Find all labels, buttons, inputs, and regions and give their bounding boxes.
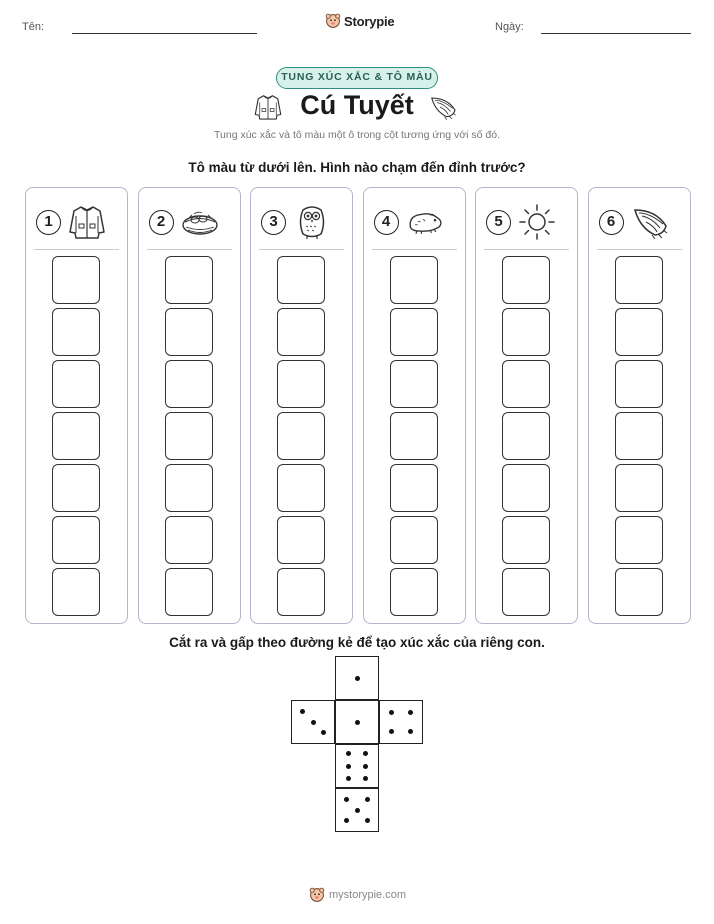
brand-logo [325, 13, 394, 29]
color-box[interactable] [52, 568, 100, 616]
color-box[interactable] [502, 464, 550, 512]
color-box[interactable] [390, 516, 438, 564]
footer-url[interactable]: mystorypie.com [329, 889, 407, 901]
die-pip [389, 729, 394, 734]
color-box[interactable] [390, 568, 438, 616]
column-6 [588, 187, 691, 624]
column-divider [597, 249, 682, 250]
color-box[interactable] [615, 568, 663, 616]
color-box[interactable] [390, 464, 438, 512]
color-box[interactable] [615, 516, 663, 564]
die-pip [365, 797, 370, 802]
die-pip [408, 710, 413, 715]
footer [309, 887, 406, 903]
sun-icon [517, 202, 557, 242]
cut-instruction: Cắt ra và gấp theo đường kẻ để tạo xúc xắc của riêng con. [169, 635, 545, 650]
die-face-4 [379, 700, 423, 744]
column-5 [475, 187, 578, 624]
column-header [486, 202, 557, 242]
column-number: 2 [149, 210, 174, 235]
column-number: 6 [599, 210, 624, 235]
color-box[interactable] [390, 360, 438, 408]
owl-icon [292, 202, 332, 242]
die-pip [344, 797, 349, 802]
die-face-1 [335, 700, 379, 744]
die-pip [311, 720, 316, 725]
color-box[interactable] [165, 568, 213, 616]
column-3 [250, 187, 353, 624]
color-box[interactable] [277, 568, 325, 616]
column-2 [138, 187, 241, 624]
color-box[interactable] [52, 308, 100, 356]
die-pip [389, 710, 394, 715]
column-divider [259, 249, 344, 250]
color-box[interactable] [277, 256, 325, 304]
column-divider [372, 249, 457, 250]
die-pip [355, 676, 360, 681]
die-pip [344, 818, 349, 823]
color-box[interactable] [615, 412, 663, 460]
color-box[interactable] [52, 360, 100, 408]
name-label: Tên: [22, 21, 45, 33]
wing-icon [630, 202, 670, 242]
column-number: 1 [36, 210, 61, 235]
color-box[interactable] [277, 464, 325, 512]
column-header [261, 202, 332, 242]
column-divider [147, 249, 232, 250]
column-4 [363, 187, 466, 624]
jacket-icon [67, 202, 107, 242]
color-box[interactable] [502, 256, 550, 304]
date-label: Ngày: [495, 21, 524, 33]
die-pip [300, 709, 305, 714]
color-box[interactable] [277, 360, 325, 408]
color-box[interactable] [52, 412, 100, 460]
die-face-3 [291, 700, 335, 744]
brand-name: Storypie [344, 13, 395, 29]
name-line[interactable] [72, 33, 257, 34]
die-pip [346, 751, 351, 756]
die-pip [355, 808, 360, 813]
color-box[interactable] [165, 412, 213, 460]
coloring-instruction: Tô màu từ dưới lên. Hình nào chạm đến đỉnh trước? [188, 160, 526, 175]
color-box[interactable] [277, 516, 325, 564]
storypie-mascot-icon [309, 887, 325, 903]
color-box[interactable] [165, 464, 213, 512]
color-box[interactable] [390, 256, 438, 304]
column-header [599, 202, 670, 242]
color-box[interactable] [615, 256, 663, 304]
die-pip [346, 764, 351, 769]
color-box[interactable] [165, 256, 213, 304]
date-line[interactable] [541, 33, 691, 34]
die-pip [363, 751, 368, 756]
column-divider [484, 249, 569, 250]
activity-badge: TUNG XÚC XẮC & TÔ MÀU [276, 67, 438, 89]
die-face-5 [335, 788, 379, 832]
color-box[interactable] [615, 360, 663, 408]
page-subtitle: Tung xúc xắc và tô màu một ô trong cột tương ứng với số đó. [214, 129, 500, 141]
column-header [374, 202, 445, 242]
color-box[interactable] [52, 516, 100, 564]
wing-icon [428, 92, 458, 122]
color-box[interactable] [502, 308, 550, 356]
die-pip [346, 776, 351, 781]
column-header [36, 202, 107, 242]
lemming-icon [405, 202, 445, 242]
die-pip [408, 729, 413, 734]
die-face-1 [335, 656, 379, 700]
die-pip [363, 764, 368, 769]
column-number: 3 [261, 210, 286, 235]
color-box[interactable] [502, 360, 550, 408]
color-box[interactable] [165, 308, 213, 356]
page-title: Cú Tuyết [300, 90, 414, 120]
storypie-mascot-icon [325, 13, 341, 29]
color-box[interactable] [502, 516, 550, 564]
color-box[interactable] [390, 308, 438, 356]
die-pip [355, 720, 360, 725]
color-box[interactable] [502, 412, 550, 460]
column-1 [25, 187, 128, 624]
column-number: 4 [374, 210, 399, 235]
die-pip [363, 776, 368, 781]
nest-icon [180, 202, 220, 242]
column-number: 5 [486, 210, 511, 235]
color-box[interactable] [502, 568, 550, 616]
color-box[interactable] [615, 308, 663, 356]
column-header [149, 202, 220, 242]
color-box[interactable] [277, 412, 325, 460]
color-box[interactable] [52, 256, 100, 304]
die-pip [321, 730, 326, 735]
color-box[interactable] [165, 516, 213, 564]
color-box[interactable] [52, 464, 100, 512]
color-box[interactable] [390, 412, 438, 460]
color-box[interactable] [615, 464, 663, 512]
color-box[interactable] [165, 360, 213, 408]
color-box[interactable] [277, 308, 325, 356]
column-divider [34, 249, 119, 250]
die-face-6 [335, 744, 379, 788]
die-pip [365, 818, 370, 823]
